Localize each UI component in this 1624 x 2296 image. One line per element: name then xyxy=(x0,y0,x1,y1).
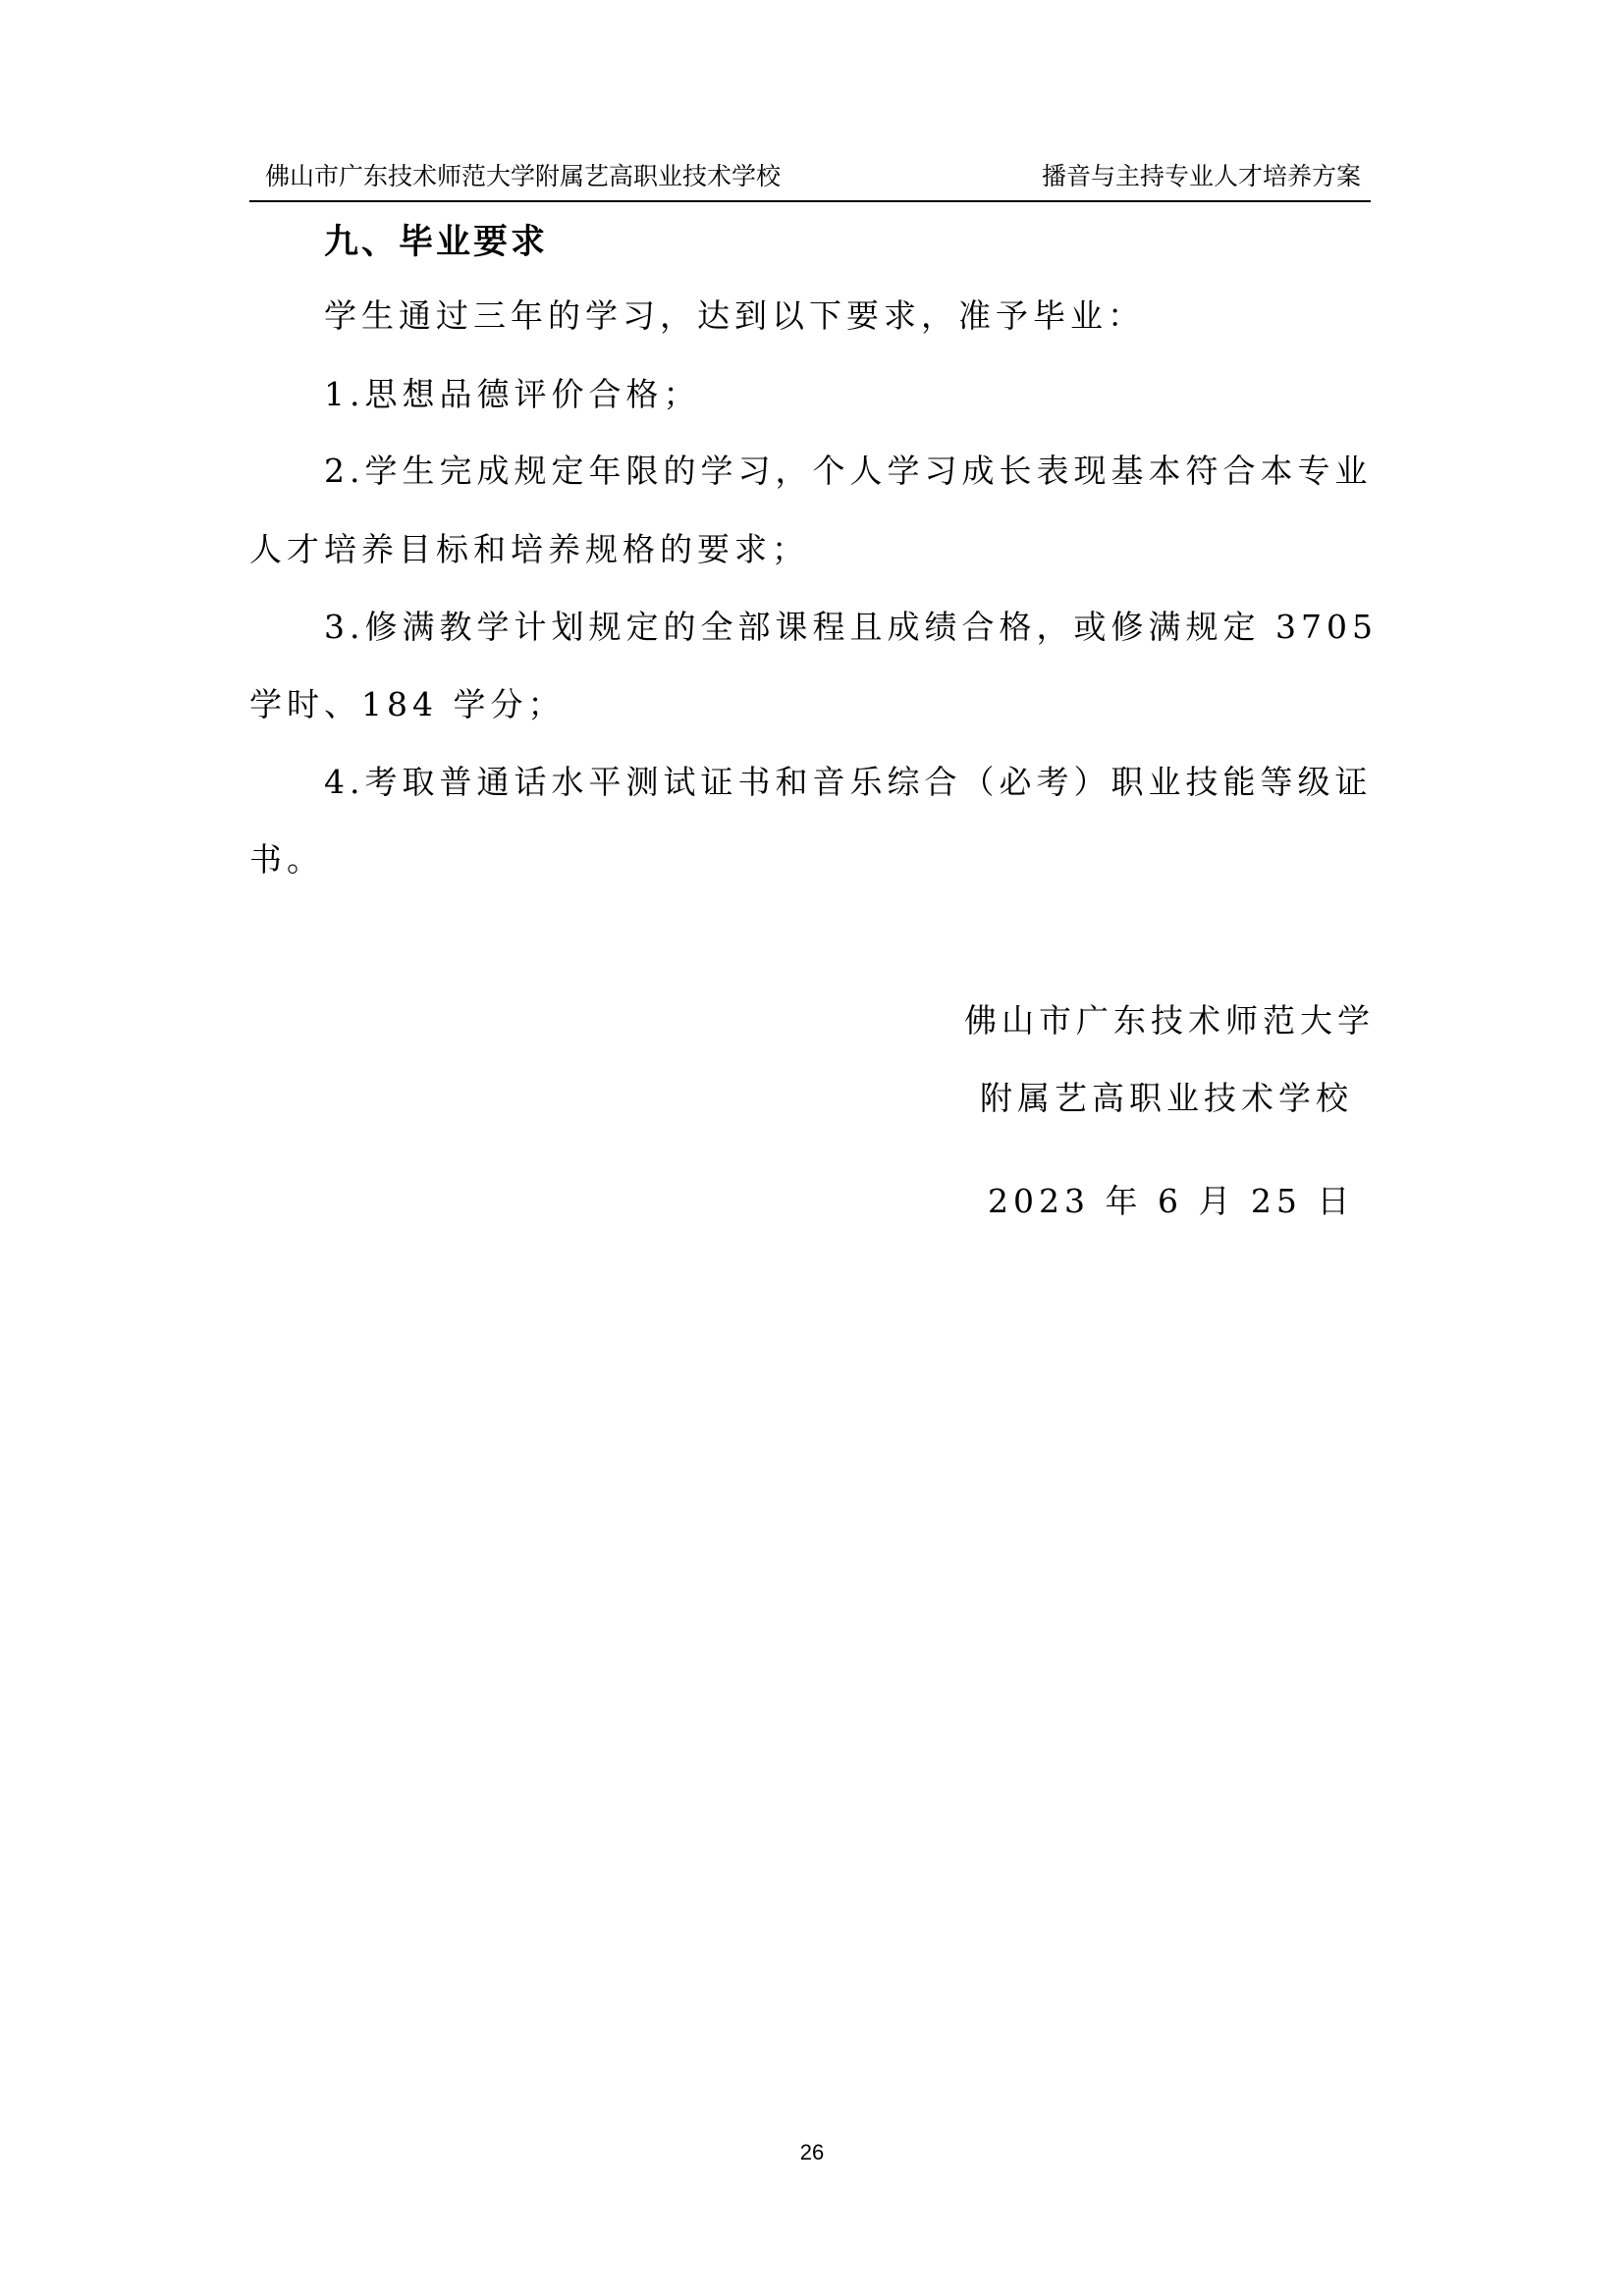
signature-school-line-1: 佛山市广东技术师范大学 xyxy=(964,1001,1375,1040)
requirement-item-4-line-2: 书。 xyxy=(249,840,324,879)
page-header xyxy=(249,157,1371,202)
header-document-title: 播音与主持专业人才培养方案 xyxy=(1041,162,1361,190)
signature-school-line-2: 附属艺高职业技术学校 xyxy=(980,1079,1353,1117)
requirement-item-1: 1.思想品德评价合格； xyxy=(324,375,701,413)
requirement-item-3-line-1: 3.修满教学计划规定的全部课程且成绩合格，或修满规定 3705 xyxy=(324,608,1378,646)
intro-paragraph: 学生通过三年的学习，达到以下要求，准予毕业： xyxy=(324,296,1145,335)
header-school-name: 佛山市广东技术师范大学附属艺高职业技术学校 xyxy=(265,162,782,190)
page-number: 26 xyxy=(799,2140,825,2164)
requirement-item-2-line-2: 人才培养目标和培养规格的要求； xyxy=(249,530,809,568)
requirement-item-2-line-1: 2.学生完成规定年限的学习，个人学习成长表现基本符合本专业 xyxy=(324,452,1373,490)
requirement-item-4-line-1: 4.考取普通话水平测试证书和音乐综合（必考）职业技能等级证 xyxy=(324,763,1373,801)
signature-date: 2023 年 6 月 25 日 xyxy=(988,1182,1355,1220)
section-heading: 九、毕业要求 xyxy=(324,223,549,262)
requirement-item-3-line-2: 学时、184 学分； xyxy=(249,685,566,723)
